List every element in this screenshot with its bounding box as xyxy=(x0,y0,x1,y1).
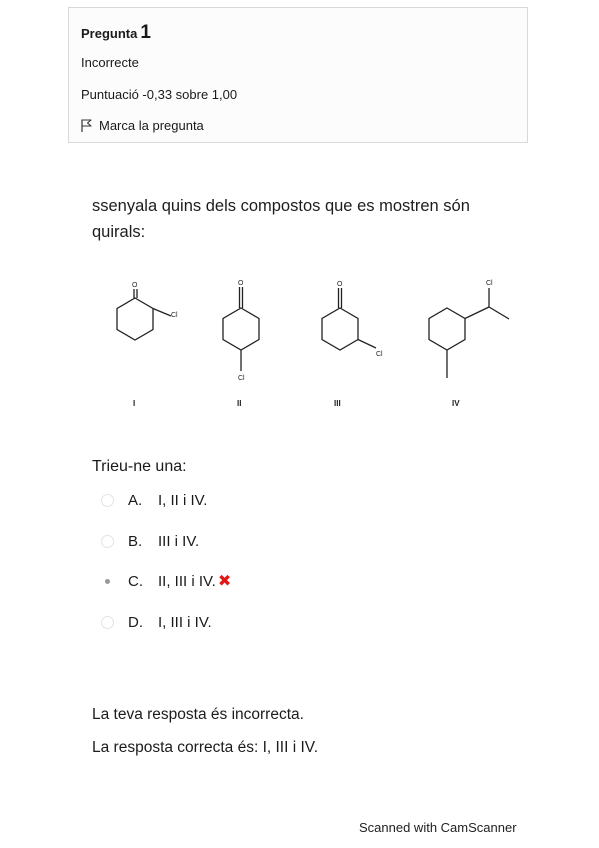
answer-text: I, III i IV. xyxy=(158,614,212,631)
feedback-correct-answer: La resposta correcta és: I, III i IV. xyxy=(92,739,319,756)
chlorine-label-I: Cl xyxy=(171,312,178,319)
structure-label-III: III xyxy=(334,399,341,408)
answer-text: I, II i IV. xyxy=(158,492,208,509)
radio-b[interactable] xyxy=(101,535,114,548)
structure-label-II: II xyxy=(237,399,242,408)
question-grade: Puntuació -0,33 sobre 1,00 xyxy=(81,87,238,102)
question-text: ssenyala quins dels compostos que es mostren són quirals: xyxy=(92,197,470,241)
structure-label-I: I xyxy=(133,399,136,408)
radio-d[interactable] xyxy=(101,616,114,629)
ring-IV xyxy=(429,308,465,350)
radio-c-selected[interactable] xyxy=(101,575,114,588)
question-state: Incorrecte xyxy=(81,55,139,70)
answer-text: III i IV. xyxy=(158,533,200,550)
ring-I xyxy=(117,298,153,340)
incorrect-cross-icon: ✖ xyxy=(217,573,232,590)
answer-option-d[interactable] xyxy=(101,614,212,631)
oxygen-label-I: O xyxy=(132,282,138,289)
answer-letter: A. xyxy=(128,492,143,509)
question-number: 1 xyxy=(140,22,151,43)
question-info-panel xyxy=(68,7,528,143)
radio-a[interactable] xyxy=(101,494,114,507)
chlorine-label-III: Cl xyxy=(376,351,383,358)
answer-letter: D. xyxy=(128,614,143,631)
structure-label-IV: IV xyxy=(452,399,460,408)
answer-prompt: Trieu-ne una: xyxy=(92,458,187,475)
flag-icon xyxy=(81,119,92,132)
question-title xyxy=(81,22,151,44)
feedback-incorrect: La teva resposta és incorrecta. xyxy=(92,706,304,723)
question-word: Pregunta xyxy=(81,26,138,41)
flag-question-link[interactable] xyxy=(81,118,204,133)
flag-label: Marca la pregunta xyxy=(99,118,204,133)
oxygen-label-III: O xyxy=(337,281,343,288)
answer-option-c[interactable] xyxy=(101,571,231,591)
structures-figure xyxy=(95,268,525,413)
chlorine-label-IV: Cl xyxy=(486,280,493,287)
answer-letter: C. xyxy=(128,572,143,590)
oxygen-label-II: O xyxy=(238,280,244,287)
answer-option-b[interactable] xyxy=(101,533,199,550)
ring-II xyxy=(223,308,259,350)
answer-option-a[interactable] xyxy=(101,492,207,509)
answer-letter: B. xyxy=(128,533,143,550)
answer-text: II, III i IV. xyxy=(158,572,216,590)
feedback-block xyxy=(92,706,318,772)
scanner-watermark: Scanned with CamScanner xyxy=(359,820,517,835)
chlorine-label-II: Cl xyxy=(238,375,245,382)
ring-III xyxy=(322,308,358,350)
